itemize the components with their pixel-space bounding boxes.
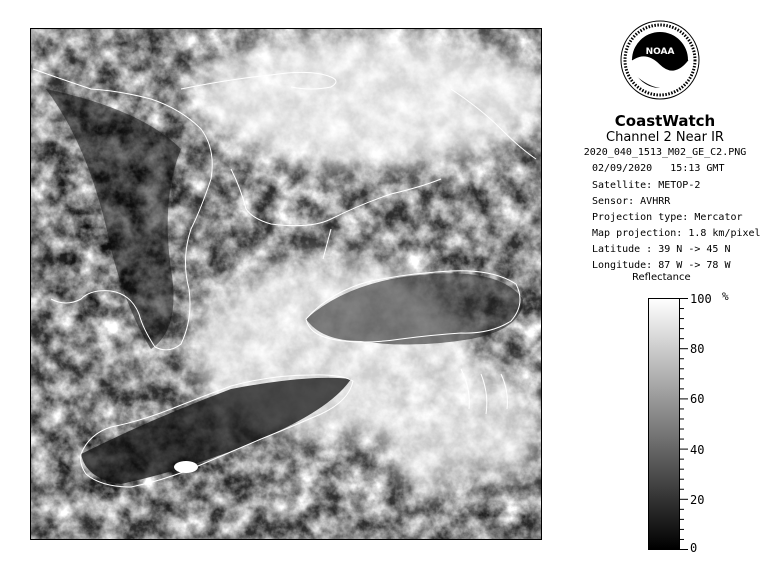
tick-label-100: 100 — [690, 292, 712, 306]
info-projection-type: Projection type: Mercator — [592, 212, 743, 223]
colorbar-label: Reflectance — [632, 272, 691, 283]
satellite-image-svg — [31, 29, 541, 539]
info-map-projection: Map projection: 1.8 km/pixel — [592, 228, 761, 239]
info-sensor: Sensor: AVHRR — [592, 196, 671, 207]
info-latitude: Latitude : 39 N -> 45 N — [592, 244, 731, 255]
filename: 2020_040_1513_M02_GE_C2.PNG — [583, 147, 747, 158]
info-satellite: Satellite: METOP-2 — [592, 180, 701, 191]
satellite-image — [30, 28, 542, 540]
tick-label-60: 60 — [690, 392, 705, 406]
colorbar-unit: % — [722, 290, 729, 303]
tick-label-0: 0 — [690, 541, 698, 555]
tick-label-20: 20 — [690, 493, 705, 507]
time-text: 15:13 GMT — [670, 163, 725, 174]
colorbar — [648, 298, 680, 550]
tick-label-40: 40 — [690, 443, 705, 457]
date-text: 02/09/2020 — [592, 163, 653, 174]
noaa-logo — [620, 20, 700, 100]
channel-subtitle: Channel 2 Near IR — [606, 130, 724, 145]
product-title: CoastWatch — [614, 112, 716, 130]
colorbar-ticks — [680, 298, 740, 550]
tick-label-80: 80 — [690, 342, 705, 356]
datetime-line — [592, 163, 724, 174]
logo-text: NOAA — [645, 47, 675, 57]
info-longitude: Longitude: 87 W -> 78 W — [592, 260, 731, 271]
